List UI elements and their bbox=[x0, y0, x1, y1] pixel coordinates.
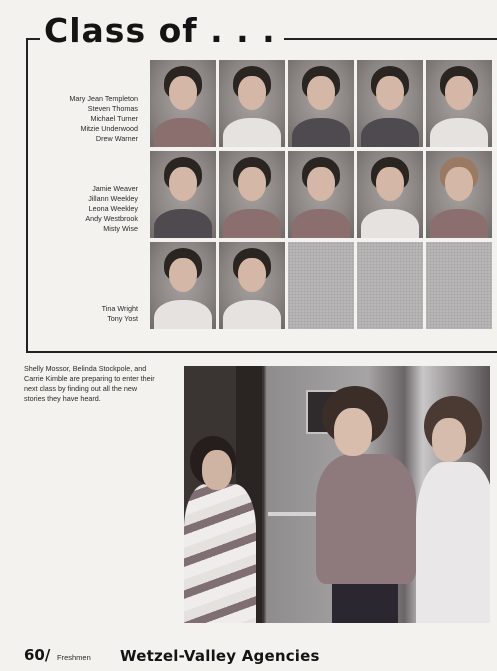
student-portrait bbox=[150, 151, 216, 238]
student-figure bbox=[416, 396, 490, 623]
student-portrait bbox=[150, 242, 216, 329]
empty-portrait-slot bbox=[288, 242, 354, 329]
student-portrait bbox=[150, 60, 216, 147]
student-name: Mitzie Underwood bbox=[80, 124, 138, 133]
student-name: Michael Turner bbox=[90, 114, 138, 123]
student-portrait bbox=[426, 60, 492, 147]
frame-bottom-rule bbox=[26, 351, 497, 353]
frame-left-rule bbox=[26, 38, 28, 352]
student-name: Mary Jean Templeton bbox=[69, 94, 138, 103]
name-list-row-3 bbox=[30, 304, 138, 324]
candid-photo bbox=[184, 366, 490, 623]
student-portrait bbox=[288, 60, 354, 147]
student-portrait bbox=[426, 151, 492, 238]
student-figure bbox=[184, 436, 264, 623]
section-label: Freshmen bbox=[57, 653, 91, 662]
student-portrait bbox=[288, 151, 354, 238]
name-list-row-2 bbox=[30, 184, 138, 234]
student-name: Misty Wise bbox=[103, 224, 138, 233]
student-portrait bbox=[357, 60, 423, 147]
student-portrait bbox=[219, 60, 285, 147]
student-portrait bbox=[219, 242, 285, 329]
name-list-row-1 bbox=[30, 94, 138, 144]
student-figure bbox=[312, 386, 422, 623]
student-name: Drew Warner bbox=[95, 134, 138, 143]
empty-portrait-slot bbox=[426, 242, 492, 329]
student-name: Jillann Weekley bbox=[88, 194, 138, 203]
student-name: Jamie Weaver bbox=[92, 184, 138, 193]
photo-caption: Shelly Mossor, Belinda Stockpole, and Carrie Kimble are preparing to enter their next class by finding out all the new stories they have heard. bbox=[24, 364, 155, 403]
sponsor-name: Wetzel-Valley Agencies bbox=[120, 647, 320, 665]
student-portrait bbox=[219, 151, 285, 238]
page-title: Class of . . . bbox=[40, 14, 284, 47]
page-number: 60/ bbox=[24, 646, 51, 664]
student-name: Leona Weekley bbox=[88, 204, 138, 213]
student-portrait bbox=[357, 151, 423, 238]
empty-portrait-slot bbox=[357, 242, 423, 329]
student-name: Andy Westbrook bbox=[85, 214, 138, 223]
student-name: Tony Yost bbox=[107, 314, 138, 323]
student-name: Steven Thomas bbox=[87, 104, 138, 113]
student-name: Tina Wright bbox=[101, 304, 138, 313]
